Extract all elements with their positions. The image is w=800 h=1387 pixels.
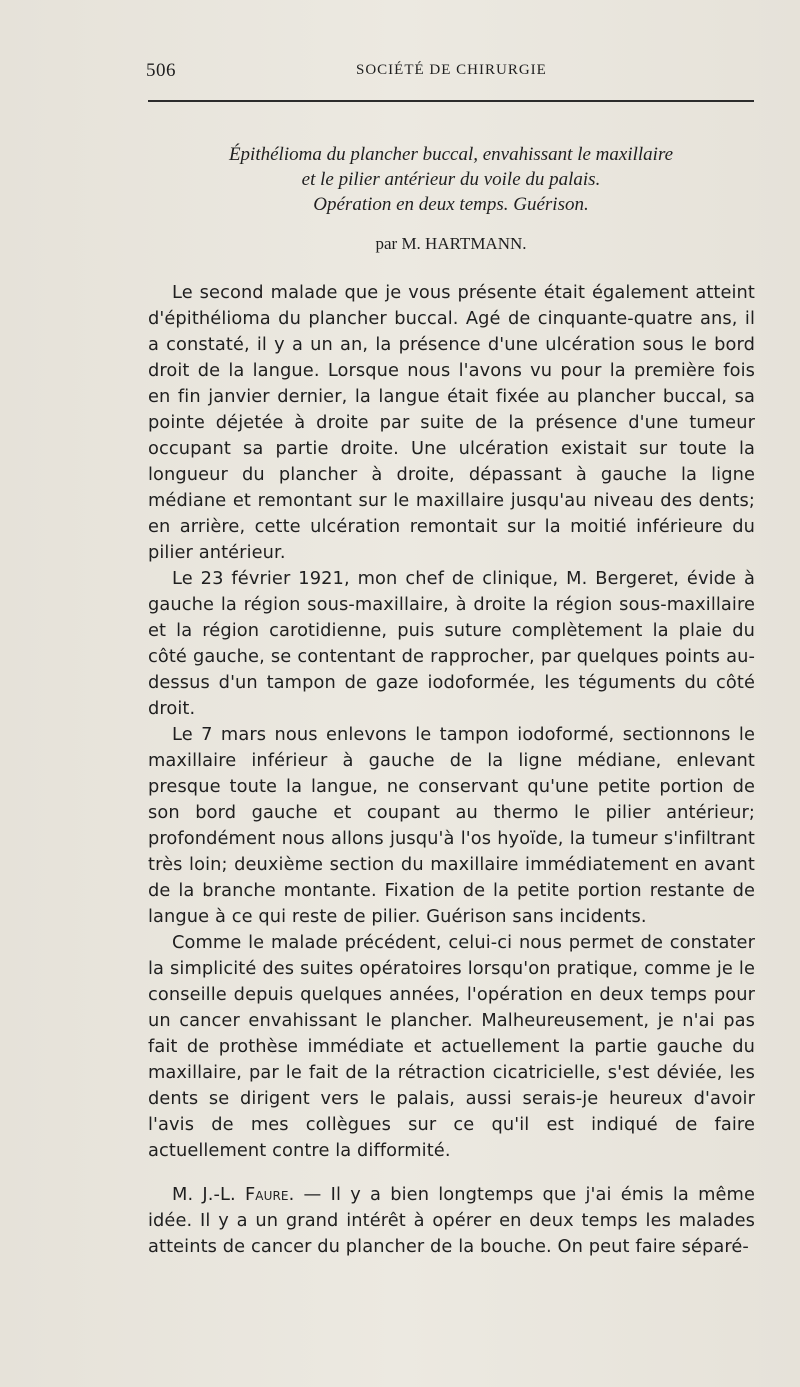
- header-rule: [148, 100, 754, 102]
- article-title: [148, 142, 754, 217]
- article-body: [148, 280, 755, 1260]
- paragraph: Le 23 février 1921, mon chef de clinique, M. Bergeret, évide à gauche la région sous-maxillaire, à droite la région sous-maxillaire et la région carotidienne, puis suture complètement la plaie du côté gauche, se contentant de rapprocher, par quelques points au-dessus d'un tampon de gaze iodoformée, les téguments du côté droit.: [148, 568, 755, 719]
- discussion-text: — Il y a bien longtemps que j'ai émis la même idée. Il y a un grand intérêt à opérer en deux temps les malades atteints de cancer du plancher de la bouche. On peut faire séparé-: [148, 1184, 755, 1257]
- article-author: par M. HARTMANN.: [375, 234, 527, 253]
- paragraph: Le 7 mars nous enlevons le tampon iodoformé, sectionnons le maxillaire inférieur à gauche de la ligne médiane, enlevant presque toute la langue, ne conservant qu'une petite portion de son bord gauche et coupant au thermo le pilier antérieur; profondément nous allons jusqu'à l'os hyoïde, la tumeur s'infiltrant très loin; deuxième section du maxillaire immédiatement en avant de la branche montante. Fixation de la petite portion restante de langue à ce qui reste de pilier. Guérison sans incidents.: [148, 724, 755, 927]
- running-title: SOCIÉTÉ DE CHIRURGIE: [356, 62, 547, 78]
- page-header: [146, 60, 754, 90]
- title-line: et le pilier antérieur du voile du palais.: [301, 169, 601, 190]
- title-line: Opération en deux temps. Guérison.: [313, 194, 589, 215]
- discussion-speaker: M. J.-L. Faure.: [172, 1184, 295, 1205]
- paragraph: Comme le malade précédent, celui-ci nous permet de constater la simplicité des suites opératoires lorsqu'on pratique, comme je le conseille depuis quelques années, l'opération en deux temps pour un cancer envahissant le plancher. Malheureusement, je n'ai pas fait de prothèse immédiate et actuellement la partie gauche du maxillaire, par le fait de la rétraction cicatricielle, s'est déviée, les dents se dirigent vers le palais, aussi serais-je heureux d'avoir l'avis de mes collègues sur ce qu'il est indiqué de faire actuellement contre la difformité.: [148, 932, 755, 1161]
- paragraph: Le second malade que je vous présente était également atteint d'épithélioma du plancher buccal. Agé de cinquante-quatre ans, il a constaté, il y a un an, la présence d'une ulcération sous le bord droit de la langue. Lorsque nous l'avons vu pour la première fois en fin janvier dernier, la langue était fixée au plancher buccal, sa pointe déjetée à droite par suite de la présence d'une tumeur occupant sa partie droite. Une ulcération existait sur toute la longueur du plancher à droite, dépassant à gauche la ligne médiane et remontant sur le maxillaire jusqu'au niveau des dents; en arrière, cette ulcération remontait sur la moitié inférieure du pilier antérieur.: [148, 282, 755, 563]
- page-number: 506: [146, 60, 176, 81]
- title-line: Épithélioma du plancher buccal, envahissant le maxillaire: [228, 144, 674, 165]
- discussion-paragraph: [148, 1182, 755, 1260]
